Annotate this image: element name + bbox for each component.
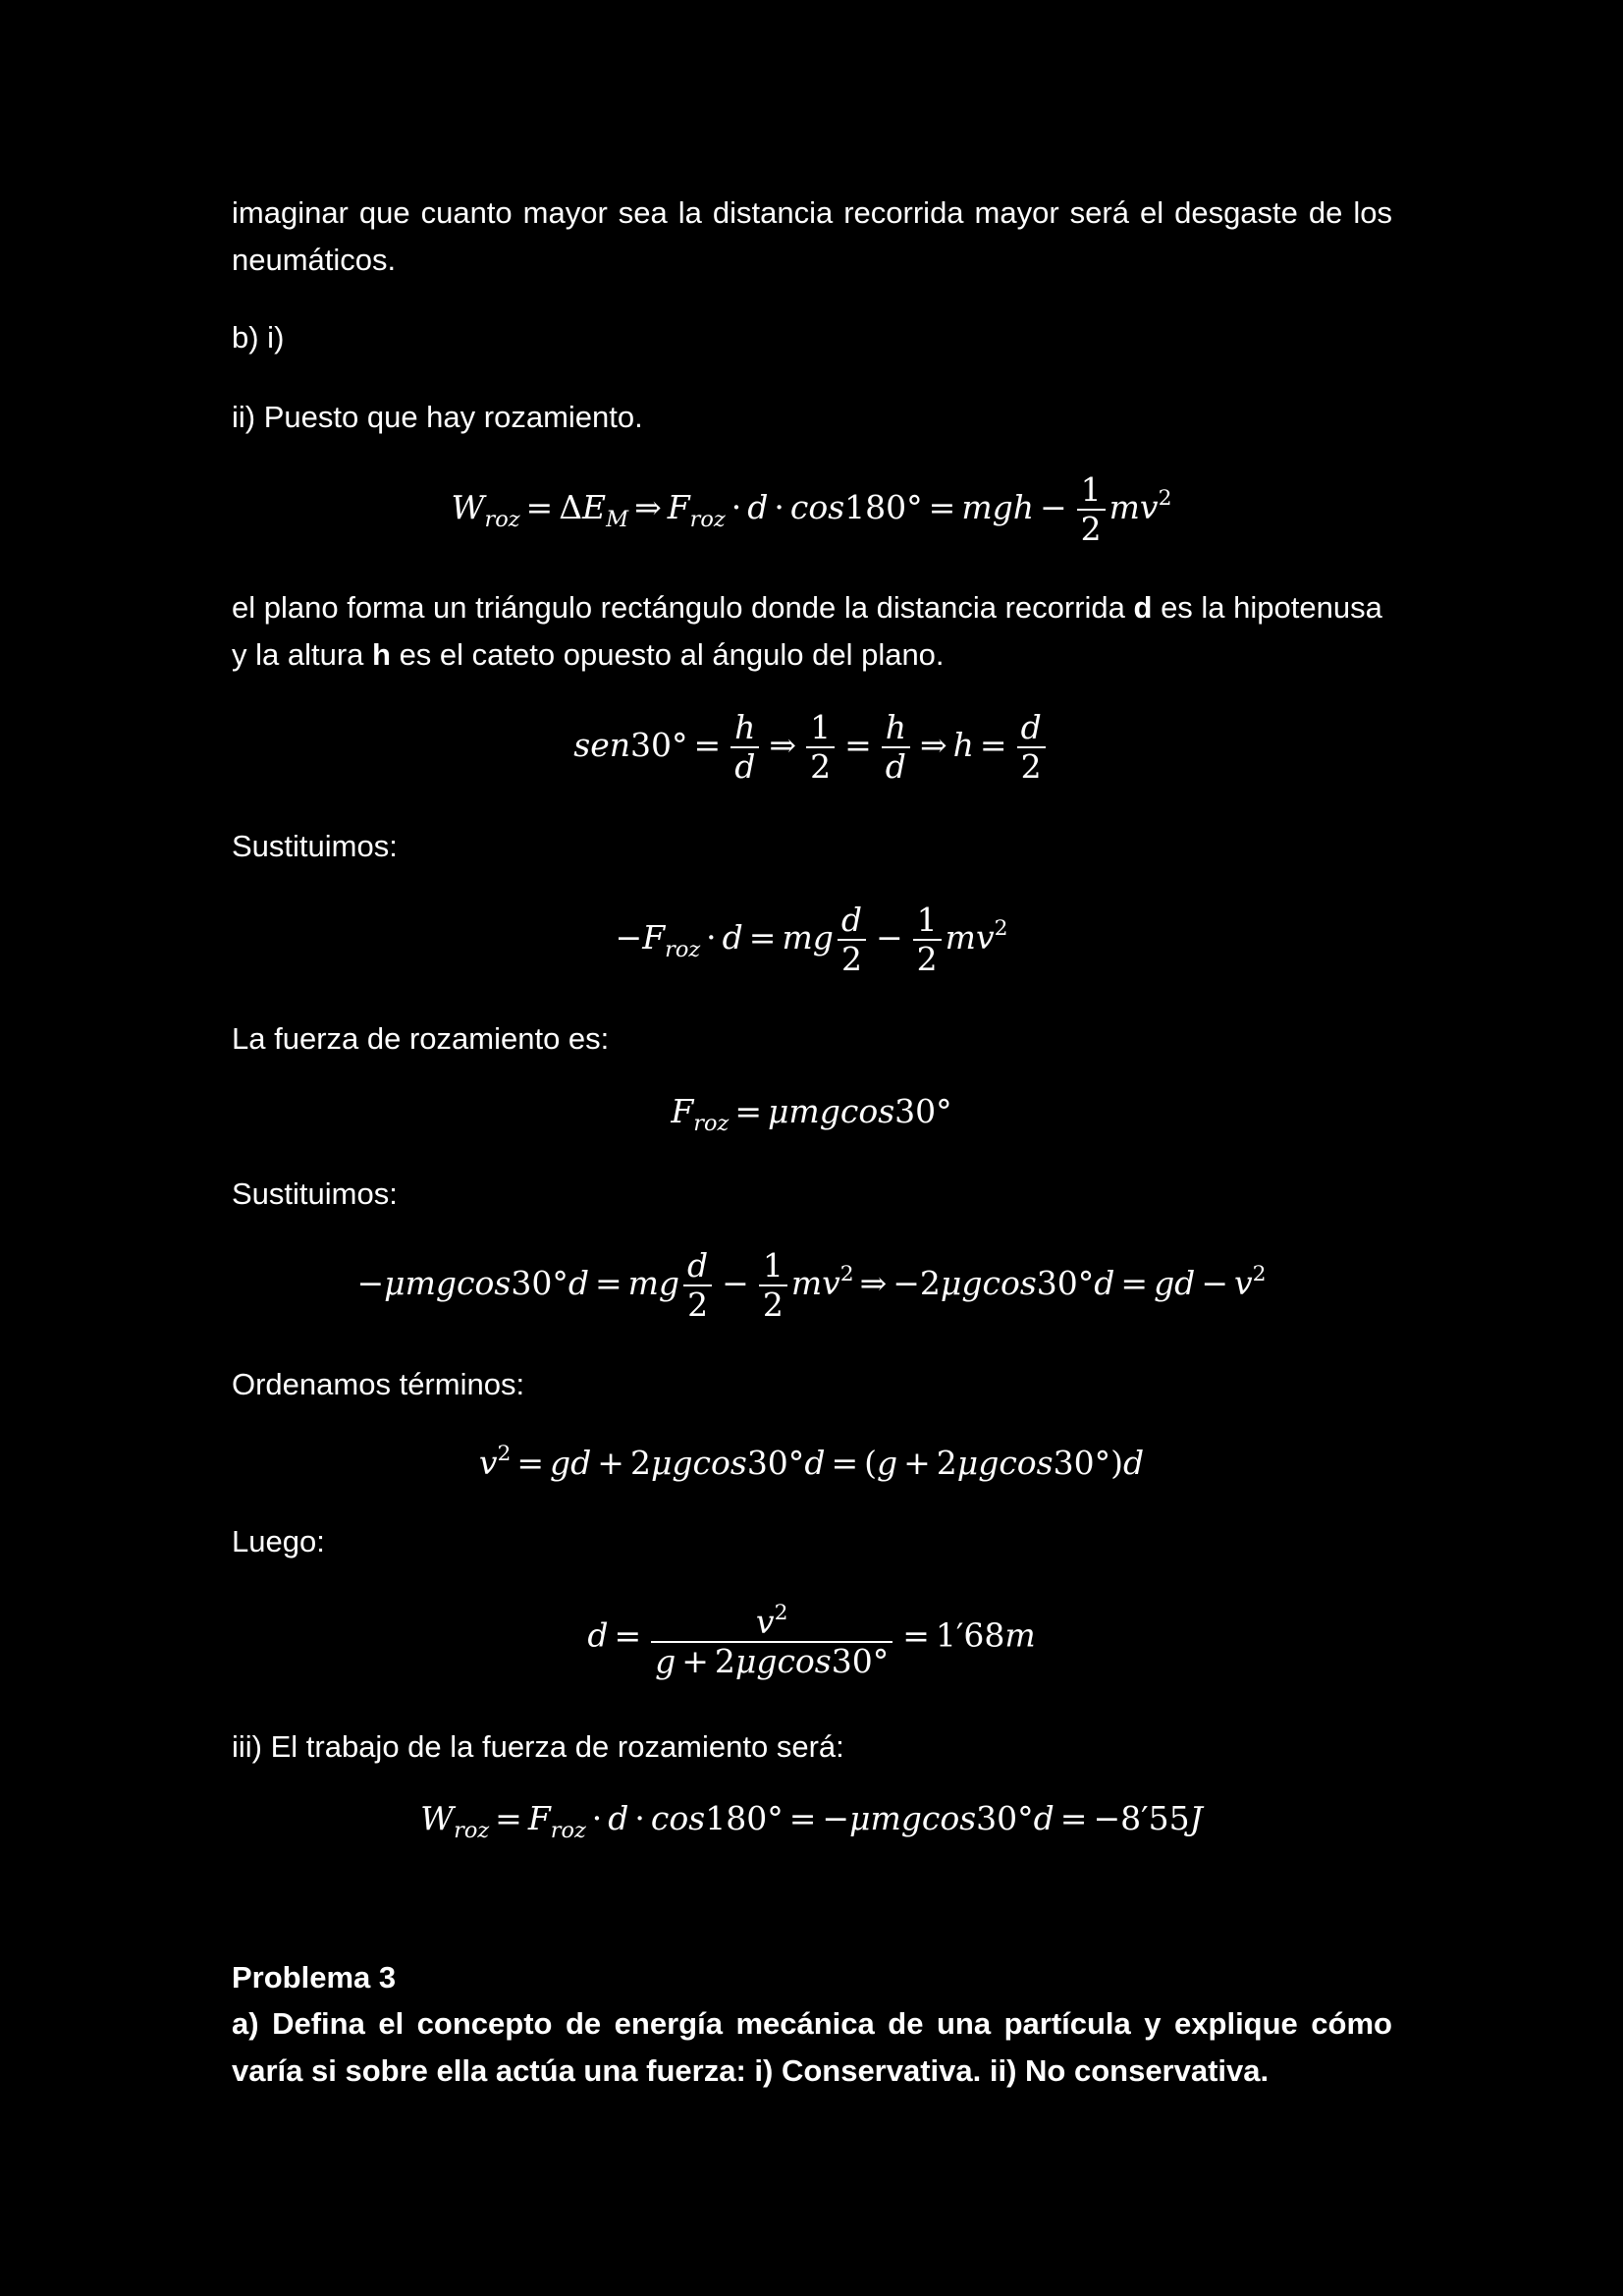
equation-work-energy: $W_{roz} = \Delta E_M$ ⇒ $F_{roz} \cdot d \cdot \cos 180^\circ$ = mgh − $\frac{1}{2}$ $mv^2$: [451, 470, 1172, 548]
sustituimos-label-2: Sustituimos:: [232, 1176, 398, 1211]
problema-3-title: Problema 3: [232, 1960, 397, 1995]
equation-ordered: $v^2$ = gd + 2μgcos30°d = (g + 2μgcos30°)d: [478, 1442, 1145, 1483]
ordenamos-label: Ordenamos términos:: [232, 1367, 525, 1401]
part-b-i-label: b) i): [232, 320, 285, 355]
problema-3-question: a) Defina el concepto de energía mecánica de una partícula y explique cómo varía si sobre ella actúa una fuerza: i) Conservativa. ii) No conservativa.: [232, 2006, 1392, 2088]
equation-friction-force: $F_{roz} = \mu mgcos30^\circ$: [671, 1092, 952, 1136]
intro-line-2: neumáticos.: [232, 243, 397, 277]
sustituimos-label-1: Sustituimos:: [232, 829, 398, 863]
luego-label: Luego:: [232, 1524, 325, 1558]
equation-distance-result: d = $\frac{v^2}{g + 2\mu gcos30^\circ}$ = 1′68m: [0, 1595, 1623, 1680]
part-b-ii-text: ii) Puesto que hay rozamiento.: [232, 400, 643, 434]
plane-text-d: d: [1133, 590, 1153, 625]
intro-line-1: imaginar que cuanto mayor sea la distancia recorrida mayor será el desgaste de los: [232, 195, 1392, 230]
plane-text-a: el plano forma un triángulo rectángulo donde la distancia recorrida: [232, 590, 1134, 625]
intro-paragraph: [232, 190, 1392, 284]
equation-substitution-1: $-F_{roz} \cdot d$ = mg $\frac{d}{2}$ − $\frac{1}{2}$ $mv^2$: [615, 901, 1008, 978]
plane-paragraph: [232, 584, 1392, 679]
equation-friction-work: $W_{roz} = F_{roz} \cdot d \cdot \cos 180^\circ = -\mu mgcos30^\circ d = -8'55J$: [420, 1799, 1203, 1843]
plane-text-h: h: [372, 637, 391, 672]
equation-substitution-2: −μmgcos30°d = mg $\frac{d}{2}$ − $\frac{1}{2}$ $mv^2$ ⇒ −2μgcos30°d = gd − $v^2$: [356, 1246, 1267, 1324]
part-b-iii-text: iii) El trabajo de la fuerza de rozamiento será:: [232, 1729, 844, 1764]
fuerza-rozamiento-label: La fuerza de rozamiento es:: [232, 1021, 610, 1056]
plane-text-e: es el cateto opuesto al ángulo del plano.: [390, 637, 945, 672]
equation-sen30: sen30° = $\frac{h}{d}$ ⇒ $\frac{1}{2}$ = $\frac{h}{d}$ ⇒ h = $\frac{d}{2}$: [0, 709, 1623, 786]
plane-text-c: es la hipotenusa y la altura: [232, 590, 1382, 672]
